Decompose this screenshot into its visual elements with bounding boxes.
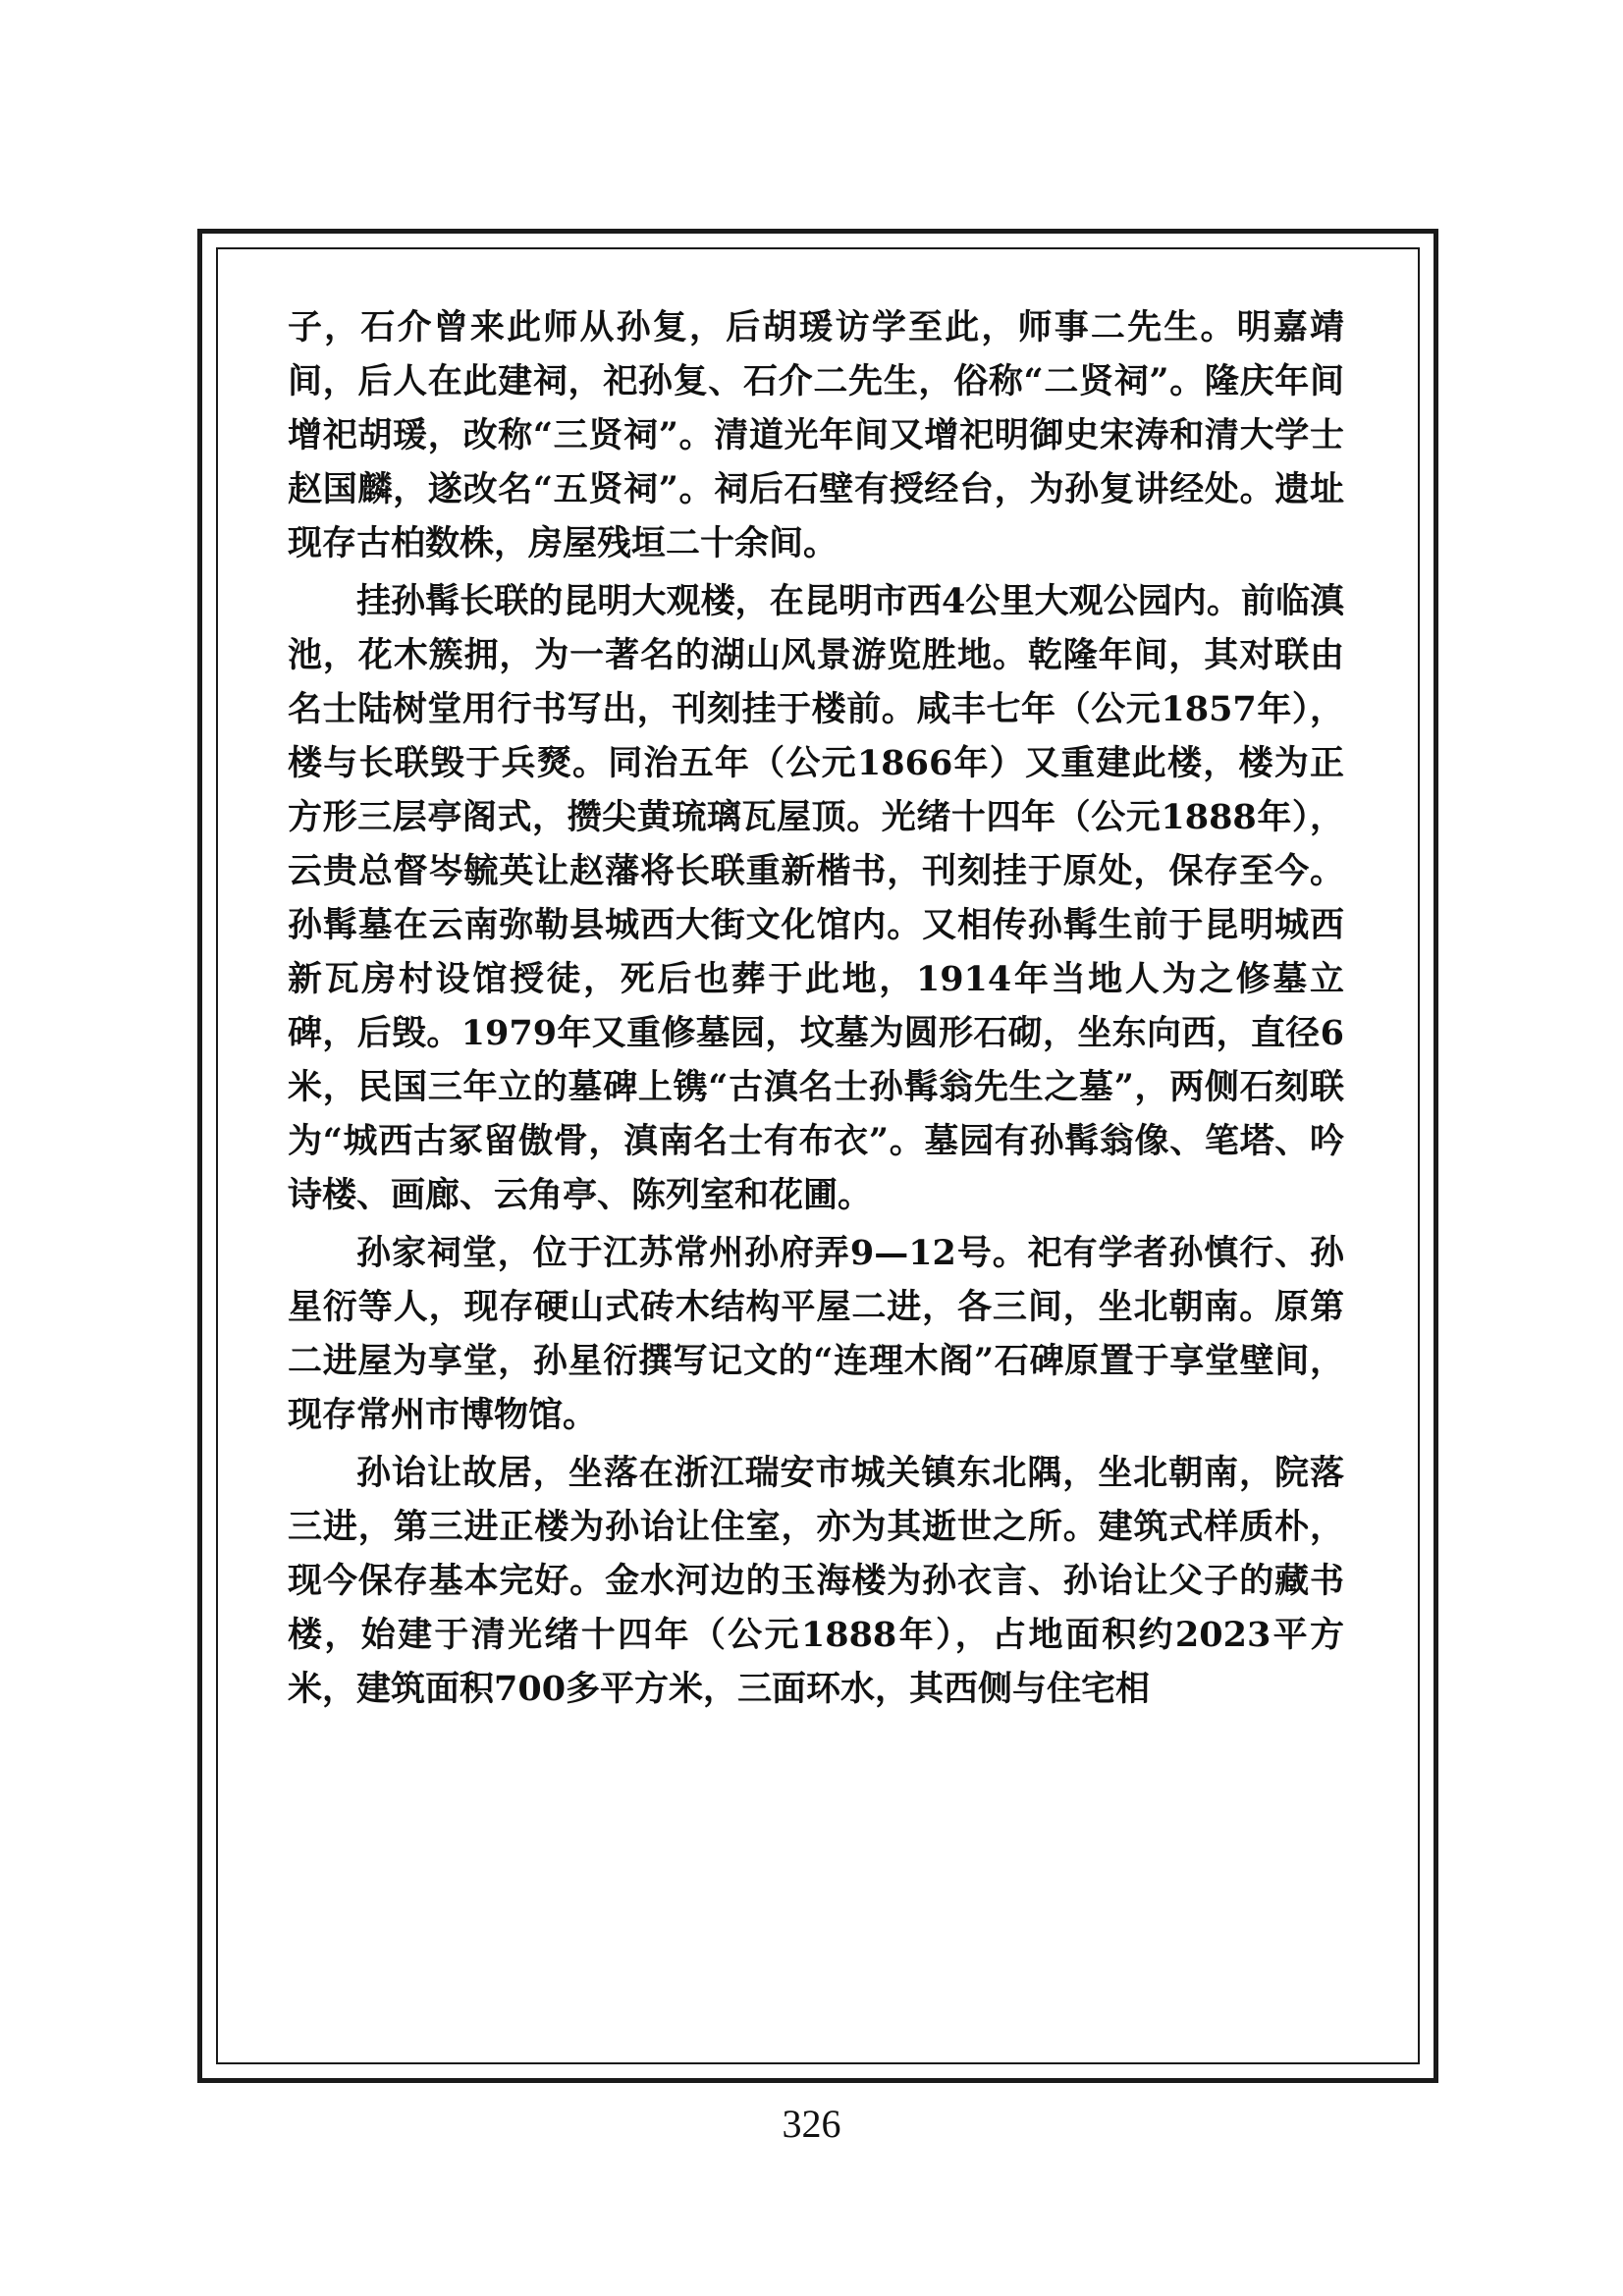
- page-number: 326: [782, 2102, 841, 2146]
- paragraph-sun-yirang-residence: 孙诒让故居，坐落在浙江瑞安市城关镇东北隅，坐北朝南，院落三进，第三进正楼为孙诒让住室，亦为其逝世之所。建筑式样质朴，现今保存基本完好。金水河边的玉海楼为孙衣言、孙诒让父子的藏书楼，始建于清光绪十四年（公元1888年），占地面积约2023平方米，建筑面积700多平方米，三面环水，其西侧与住宅相: [288, 1453, 1344, 1709]
- paragraph-sun-ancestral-hall: 孙家祠堂，位于江苏常州孙府弄9—12号。祀有学者孙慎行、孙星衍等人，现存硬山式砖木结构平屋二进，各三间，坐北朝南。原第二进屋为享堂，孙星衍撰写记文的“连理木阁”石碑原置于享堂壁间，现存常州市博物馆。: [288, 1233, 1344, 1435]
- body-text: [288, 300, 1344, 1720]
- paragraph-daguanlou: 挂孙髯长联的昆明大观楼，在昆明市西4公里大观公园内。前临滇池，花木簇拥，为一著名的湖山风景游览胜地。乾隆年间，其对联由名士陆树堂用行书写出，刊刻挂于楼前。咸丰七年（公元1857年），楼与长联毁于兵燹。同治五年（公元1866年）又重建此楼，楼为正方形三层亭阁式，攒尖黄琉璃瓦屋顶。光绪十四年（公元1888年），云贵总督岑毓英让赵藩将长联重新楷书，刊刻挂于原处，保存至今。孙髯墓在云南弥勒县城西大街文化馆内。又相传孙髯生前于昆明城西新瓦房村设馆授徒，死后也葬于此地，1914年当地人为之修墓立碑，后毁。1979年又重修墓园，坟墓为圆形石砌，坐东向西，直径6米，民国三年立的墓碑上镌“古滇名士孙髯翁先生之墓”，两侧石刻联为“城西古冢留傲骨，滇南名士有布衣”。墓园有孙髯翁像、笔塔、吟诗楼、画廊、云角亭、陈列室和花圃。: [288, 581, 1344, 1215]
- paragraph-continuation: 子，石介曾来此师从孙复，后胡瑗访学至此，师事二先生。明嘉靖间，后人在此建祠，祀孙复、石介二先生，俗称“二贤祠”。隆庆年间增祀胡瑗，改称“三贤祠”。清道光年间又增祀明御史宋涛和清大学士赵国麟，遂改名“五贤祠”。祠后石壁有授经台，为孙复讲经处。遗址现存古柏数株，房屋残垣二十余间。: [288, 307, 1344, 563]
